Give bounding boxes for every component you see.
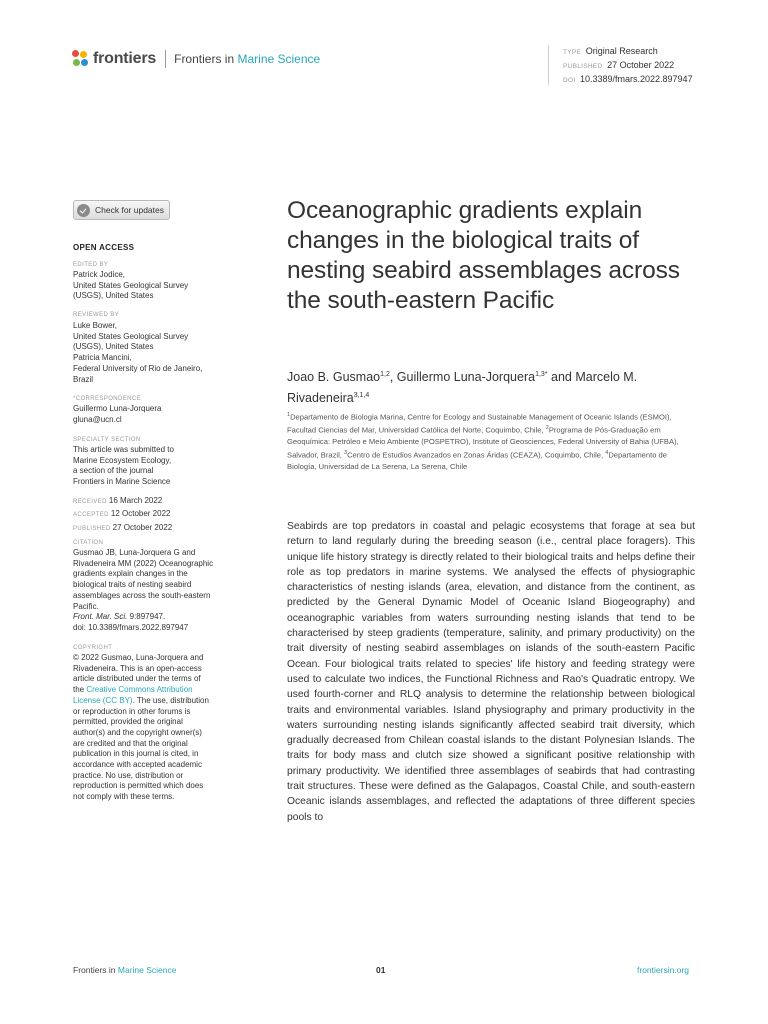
open-access-label: OPEN ACCESS — [73, 243, 135, 252]
journal-prefix: Frontiers in — [174, 52, 235, 66]
frontiers-logo-icon — [72, 50, 89, 68]
author-name[interactable]: Marcelo M. Rivadeneira — [287, 370, 638, 405]
copyright: © 2022 Gusmao, Luna-Jorquera and Rivadeneira. This is an open-access article distributed under the terms of the Creative Commons Attribution License (CC BY). The use, distribution or reproduction in other forums is permitted, provided the original author(s) and the copyright owner(s) are credited and that the original publication in this journal is cited, in accordance with accepted academic practice. No use, distribution or reproduction is permitted which does not comply with these terms. — [73, 653, 209, 802]
specialty-section-label: SPECIALTY SECTION — [73, 437, 141, 443]
author-name[interactable]: Joao B. Gusmao — [287, 370, 381, 385]
edited-by: Patrick Jodice, United States Geological Survey (USGS), United States — [73, 270, 189, 301]
footer-journal[interactable]: Frontiers in Marine Science — [73, 965, 177, 975]
correspondence: Guillermo Luna-Jorquera gluna@ucn.cl — [73, 404, 162, 424]
sidebar — [73, 200, 239, 802]
accepted-date: ACCEPTED 12 October 2022 — [73, 509, 171, 519]
author-list: Joao B. Gusmao$^{1,2}$, Guillermo Luna-Jorquera$^{1,3*}$ and Marcelo M. Rivadeneira$^{3,1,4}$ — [287, 370, 638, 405]
article-dates — [73, 495, 172, 535]
meta-doi[interactable]: DOI 10.3389/fmars.2022.897947 — [563, 74, 693, 84]
citation-label: CITATION — [73, 540, 104, 546]
specialty-section: This article was submitted to Marine Ecosystem Ecology, a section of the journal Frontiers in Marine Science — [73, 445, 174, 487]
reviewed-by: Luke Bower, United States Geological Survey (USGS), United States Patricia Mancini, Federal University of Rio de Janeiro, Brazil — [73, 321, 203, 384]
citation: Gusmao JB, Luna-Jorquera G and Rivadeneira MM (2022) Oceanographic gradients explain changes in the biological traits of nesting seabird assemblages across the south-eastern Pacific. Front. Mar. Sci. 9:897947. doi: 10.3389/fmars.2022.897947 — [73, 548, 214, 632]
frontiers-logo[interactable] — [72, 50, 320, 68]
article-title: Oceanographic gradients explain changes in the biological traits of nesting seabird assemblages across the south-eastern Pacific — [287, 197, 680, 314]
edited-by-label: EDITED BY — [73, 262, 109, 268]
citation-doi[interactable]: doi: 10.3389/fmars.2022.897947 — [73, 622, 189, 632]
author-name[interactable]: Guillermo Luna-Jorquera — [396, 370, 536, 385]
affiliations: $^1$Departamento de Biologia Marina, Centre for Ecology and Sustainable Management of Oceanic Islands (ESMOI), Facultad Ciencias del Mar, Universidad Católica del Norte, Coquimbo, Chile, $^2$Programa de Pós-Graduação em Geoquímica: Petróleo e Meio Ambiente (POSPETRO), Institute of Geosciences, Federal University of Bahia (UFBA), Salvador, Brazil, $^3$Centro de Estudios Avanzados en Zonas Áridas (CEAZA), Coquimbo, Chile, $^4$Departamento de Biología, Universidad de La Serena, La Serena, Chile — [287, 412, 679, 471]
check-updates-label: Check for updates — [95, 205, 164, 215]
article-meta — [548, 45, 693, 85]
page-number: 01 — [376, 965, 386, 975]
abstract: Seabirds are top predators in coastal and pelagic ecosystems that forage at sea but return to land regularly during the breeding season (i.e., central place foragers). This unique life history strategy is directly related to their biological traits and helps define their role as top predators in marine systems. We analysed the effects of physiographic characteristics of nesting islands (area, elevation, and distance from the continent, as predicted by the General Dynamic Model of Oceanic Island Biogeography) and oceanographic variables from waters surrounding nesting islands that tend to be characterised by steep gradients (temperature, salinity, and primary productivity) on the trait diversity of nesting seabird assemblages on islands of the south-eastern Pacific Ocean. Four biological traits related to species' life history and feeding strategy were used to calculate two indices, the Functional Richness and Rao's Quadratic entropy. We used fourth-corner and RLQ analysis to determine the relationship between biological traits and environmental variables. Island physiography and primary productivity in the waters surrounding nesting islands significantly affected seabird trait diversity, which gradually decreased from Chilean coastal islands to the distant Polynesian Islands. The traits for body mass and clutch size showed a significant positive relationship with primary productivity. We identified three assemblages of seabirds that had contrasting trait structures. These were defined as the Galapagos, Coastal Chile, and south-eastern Oceanic islands assemblages, and reflected the adaptations of three different species pools to — [287, 521, 695, 823]
journal-title: Marine Science — [237, 52, 321, 66]
divider — [165, 50, 166, 68]
received-date: RECEIVED 16 March 2022 — [73, 496, 163, 505]
journal-name[interactable] — [174, 52, 320, 66]
cc-license-link[interactable]: Creative Commons Attribution — [86, 685, 193, 695]
correspondence-label: *CORRESPONDENCE — [73, 396, 142, 402]
footer-site-link[interactable]: frontiersin.org — [637, 965, 689, 975]
correspondence-email[interactable]: gluna@ucn.cl — [73, 414, 122, 424]
meta-published: PUBLISHED 27 October 2022 — [563, 60, 675, 70]
reviewed-by-label: REVIEWED BY — [73, 312, 120, 318]
copyright-label: COPYRIGHT — [73, 645, 113, 651]
checkmark-icon — [77, 204, 90, 217]
published-date: PUBLISHED 27 October 2022 — [73, 522, 173, 532]
meta-type: TYPE Original Research — [563, 46, 658, 56]
brand-name: frontiers — [93, 50, 157, 67]
cc-license-link-cont[interactable]: License (CC BY) — [73, 695, 133, 705]
check-updates-button[interactable] — [73, 200, 170, 220]
